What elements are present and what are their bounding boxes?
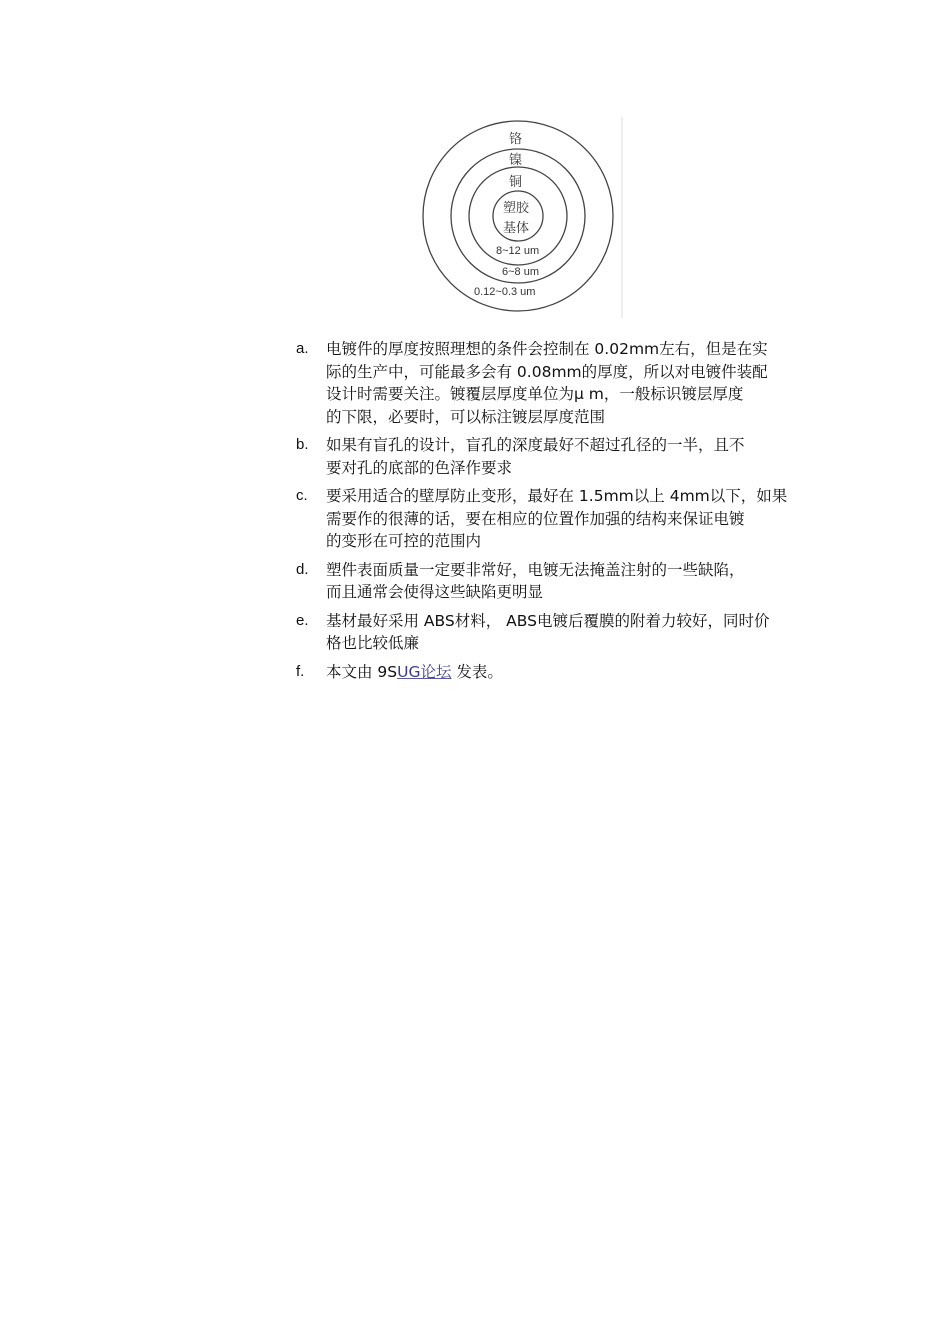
text-line: 需要作的很薄的话，要在相应的位置作加强的结构来保证电镀 [326, 509, 745, 528]
plating-guidelines-list [296, 338, 856, 689]
list-item-e [296, 610, 856, 655]
list-marker: f. [296, 662, 305, 680]
list-marker: d. [296, 560, 309, 578]
list-item-b [296, 434, 856, 479]
list-marker: e. [296, 611, 309, 629]
text-line: 塑件表面质量一定要非常好，电镀无法掩盖注射的一些缺陷， [326, 560, 745, 579]
text-line: 而且通常会使得这些缺陷更明显 [326, 583, 544, 601]
list-item-a [296, 338, 856, 428]
text-line: 电镀件的厚度按照理想的条件会控制在 0.02mm左右，但是在实 [326, 340, 768, 358]
text-line: 基材最好采用 ABS材料， ABS电镀后覆膜的附着力较好，同时价 [326, 611, 770, 630]
source-prefix: 本文由 9S [326, 662, 398, 681]
list-marker: b. [296, 436, 309, 453]
forum-link[interactable]: UG论坛 [397, 662, 452, 681]
nickel-label: 镍 [509, 153, 523, 168]
substrate-label-bottom: 基体 [503, 221, 530, 236]
copper-thickness-label: 8~12 um [496, 245, 540, 257]
text-line: 要采用适合的壁厚防止变形，最好在 1.5mm以上 4mm以下，如果 [326, 487, 788, 505]
text-line: 设计时需要关注。镀覆层厚度单位为µ m，一般标识镀层厚度 [326, 385, 744, 403]
text-line: 如果有盲孔的设计，盲孔的深度最好不超过孔径的一半，且不 [326, 436, 745, 454]
nickel-thickness-label: 6~8 um [502, 266, 539, 278]
text-line: 要对孔的底部的色泽作要求 [326, 458, 513, 477]
text-line: 际的生产中，可能最多会有 0.08mm的厚度，所以对电镀件装配 [326, 362, 768, 381]
chromium-thickness-label: 0.12~0.3 um [474, 286, 536, 298]
source-suffix: 发表。 [451, 662, 503, 681]
list-item-d [296, 559, 856, 604]
list-item-c [296, 485, 856, 553]
list-marker: c. [296, 487, 308, 504]
substrate-label-top: 塑胶 [503, 201, 530, 216]
text-line [326, 661, 856, 684]
text-line: 格也比较低廉 [326, 634, 420, 652]
copper-label: 铜 [509, 175, 523, 190]
list-marker: a. [296, 340, 309, 357]
nickel-ring [451, 149, 585, 283]
text-line: 的变形在可控的范围内 [326, 532, 482, 550]
chromium-label: 铬 [509, 132, 523, 147]
text-line: 的下限，必要时，可以标注镀层厚度范围 [326, 407, 606, 426]
list-item-f [296, 661, 856, 684]
plating-layers-diagram [415, 115, 630, 320]
